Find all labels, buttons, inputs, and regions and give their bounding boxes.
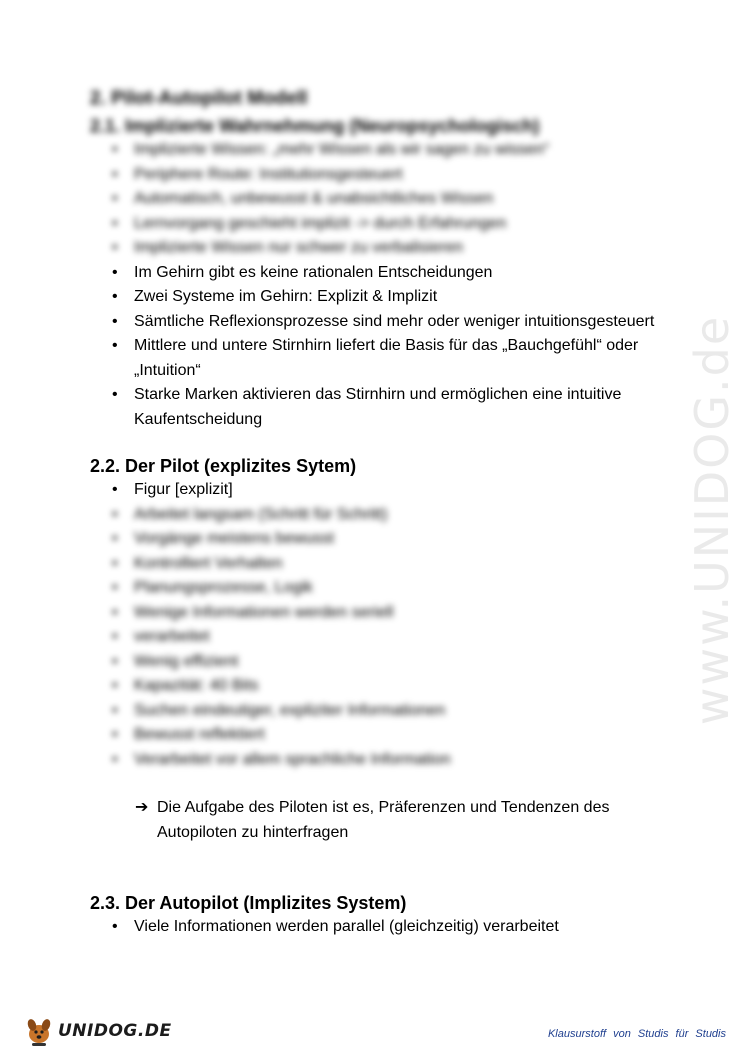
bullet-icon: • [112, 239, 118, 256]
bullet-icon: • [112, 263, 118, 281]
list-item: • Automatisch, unbewusst & unabsichtliches Wissen [90, 187, 680, 212]
content [90, 88, 680, 940]
list-item: • Verarbeitet vor allem sprachliche Information [90, 748, 680, 773]
bullet-icon: • [112, 530, 118, 547]
bullet-icon: • [112, 628, 118, 645]
list-item: • Sämtliche Reflexionsprozesse sind mehr oder weniger intuitionsgesteuert [90, 310, 680, 335]
bullet-icon: • [112, 312, 118, 330]
bullet-icon: • [112, 677, 118, 694]
list-item: • Implizierte Wissen: „mehr Wissen als wir sagen zu wissen“ [90, 138, 680, 163]
bullet-icon: • [112, 288, 118, 305]
bullet-icon: • [112, 190, 118, 207]
list-item: • Im Gehirn gibt es keine rationalen Entscheidungen [90, 261, 680, 286]
section-title: 2. Pilot-Autopilot Modell [90, 88, 308, 109]
subsection-title-2-1: 2.1. Implizierte Wahrnehmung (Neuropsychologisch) [90, 116, 540, 136]
arrow-right-icon: ➔ [135, 799, 149, 816]
conclusion-note: ➔ Die Aufgabe des Piloten ist es, Präferenzen und Tendenzen des Autopiloten zu hinterfragen [90, 796, 680, 845]
list-item: • Kapazität: 40 Bits [90, 674, 680, 699]
list-item: • Figur [explizit] [90, 478, 680, 503]
bullet-icon: • [112, 579, 118, 596]
list-item: • Viele Informationen werden parallel (gleichzeitig) verarbeitet [90, 915, 680, 940]
bullet-icon: • [112, 165, 118, 183]
list-item: • Kontrolliert Verhalten [90, 552, 680, 577]
list-item: • verarbeitet [90, 625, 680, 650]
list-item: • Lernvorgang geschieht implizit -> durch Erfahrungen [90, 212, 680, 237]
blurred-heading-block [90, 88, 680, 138]
list-item: • Starke Marken aktivieren das Stirnhirn und ermöglichen eine intuitive Kaufentscheidung [90, 383, 680, 432]
bullet-icon: • [112, 701, 118, 719]
footer-logo [22, 1013, 172, 1049]
list-2-3 [90, 915, 680, 940]
list-2-1 [90, 138, 680, 432]
list-item: • Zwei Systeme im Gehirn: Explizit & Implizit [90, 285, 680, 310]
list-item: • Bewusst reflektiert [90, 723, 680, 748]
list-2-2 [90, 478, 680, 772]
dog-icon [22, 1014, 56, 1048]
list-item: • Mittlere und untere Stirnhirn liefert die Basis für das „Bauchgefühl“ oder „Intuition“ [90, 334, 680, 383]
bullet-icon: • [112, 652, 118, 670]
bullet-icon: • [112, 386, 118, 403]
bullet-icon: • [112, 750, 118, 768]
footer-slogan: Klausurstoff von Studis für Studis [547, 1028, 726, 1040]
bullet-icon: • [112, 603, 118, 621]
subsection-title-2-3: 2.3. Der Autopilot (Implizites System) [90, 893, 407, 913]
logo-text: UNIDOG.DE [58, 1021, 172, 1041]
watermark: www.UNIDOG.de [685, 314, 739, 726]
list-item: • Implizierte Wissen nur schwer zu verbalisieren [90, 236, 680, 261]
bullet-icon: • [112, 554, 118, 572]
bullet-icon: • [112, 918, 118, 935]
bullet-icon: • [112, 141, 118, 158]
list-item: • Suchen eindeutiger, expliziter Informationen [90, 699, 680, 724]
list-item: • Arbeitet langsam (Schritt für Schritt) [90, 503, 680, 528]
list-item: • Vorgänge meistens bewusst [90, 527, 680, 552]
bullet-icon: • [112, 726, 118, 743]
bullet-icon: • [112, 505, 118, 523]
list-item: • Wenig effizient [90, 650, 680, 675]
bullet-icon: • [112, 481, 118, 498]
bullet-icon: • [112, 337, 118, 354]
list-item: • Periphere Route: Institutionsgesteuert [90, 163, 680, 188]
list-item: • Wenige Informationen werden seriell [90, 601, 680, 626]
list-item: • Planungsprozesse, Logik [90, 576, 680, 601]
bullet-icon: • [112, 214, 118, 232]
subsection-title-2-2: 2.2. Der Pilot (explizites Sytem) [90, 456, 357, 476]
